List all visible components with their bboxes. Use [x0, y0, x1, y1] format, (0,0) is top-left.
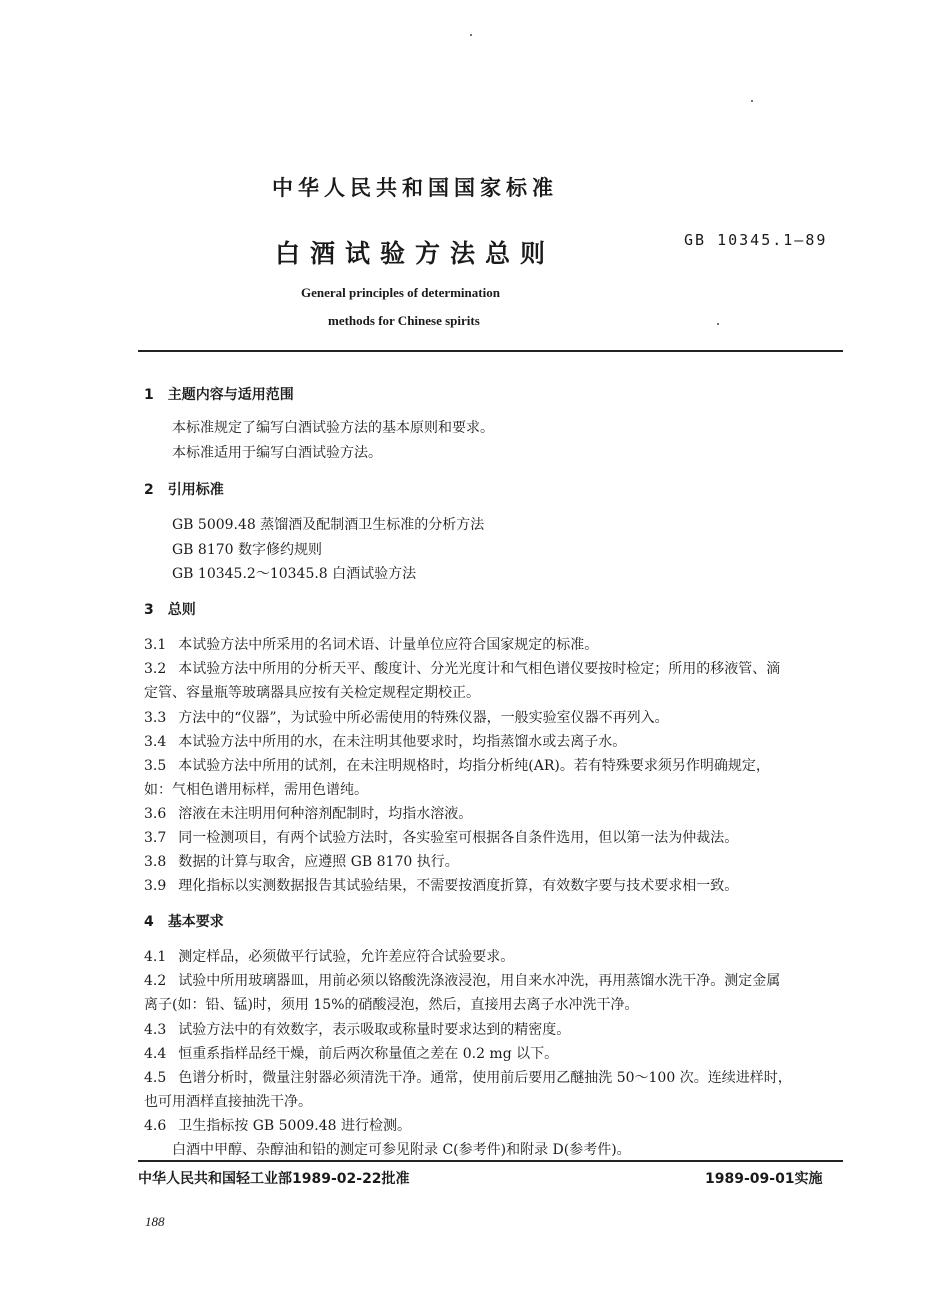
section-title: 基本要求	[167, 914, 224, 930]
scan-speck	[751, 100, 753, 102]
clause-text: 同一检测项目，有两个试验方法时，各实验室可根据各自条件选用，但以第一法为仲裁法。	[178, 830, 739, 846]
clause-number: 3.5	[144, 758, 167, 774]
clause-text: 方法中的“仪器”，为试验中所必需使用的特殊仪器，一般实验室仪器不再列入。	[178, 710, 669, 726]
paragraph: 本标准适用于编写白酒试验方法。	[172, 445, 382, 461]
clause-number: 3.1	[144, 637, 167, 653]
section-4-heading	[144, 911, 224, 931]
clause-number: 4.6	[144, 1118, 167, 1134]
clause-number: 3.2	[144, 661, 167, 677]
standard-code: GB 10345.1—89	[684, 231, 828, 249]
clause-4-4	[144, 1043, 558, 1063]
clause-number: 3.8	[144, 854, 167, 870]
footer-divider	[138, 1160, 843, 1162]
paragraph: 本标准规定了编写白酒试验方法的基本原则和要求。	[172, 420, 494, 436]
clause-number: 3.9	[144, 878, 167, 894]
clause-continuation: 离子(如：铅、锰)时，须用 15%的硝酸浸泡，然后，直接用去离子水冲洗干净。	[144, 997, 639, 1013]
clause-number: 3.6	[144, 806, 167, 822]
clause-4-2	[144, 970, 780, 990]
clause-text: 本试验方法中所用的水，在未注明其他要求时，均指蒸馏水或去离子水。	[178, 734, 627, 750]
section-title: 总则	[167, 602, 196, 618]
section-number: 2	[144, 482, 154, 498]
clause-3-6	[144, 803, 472, 823]
clause-number: 4.4	[144, 1046, 167, 1062]
clause-text: 试验方法中的有效数字，表示吸取或称量时要求达到的精密度。	[178, 1022, 571, 1038]
clause-3-7	[144, 827, 738, 847]
clause-number: 3.3	[144, 710, 167, 726]
scan-speck	[717, 323, 719, 325]
clause-text: 理化指标以实测数据报告其试验结果，不需要按酒度折算，有效数字要与技术要求相一致。	[178, 878, 739, 894]
clause-3-4	[144, 731, 626, 751]
clause-text: 测定样品，必须做平行试验，允许差应符合试验要求。	[178, 949, 515, 965]
clause-text: 本试验方法中所用的分析天平、酸度计、分光光度计和气相色谱仪要按时检定；所用的移液管、滴	[178, 661, 781, 677]
clause-4-5	[144, 1067, 792, 1087]
header-divider	[138, 350, 843, 352]
page-number: 188	[145, 1214, 165, 1229]
clause-text: 色谱分析时，微量注射器必须清洗干净。通常，使用前后要用乙醚抽洗 50～100 次。连续进样时，	[178, 1070, 792, 1086]
clause-4-1	[144, 946, 514, 966]
clause-text: 本试验方法中所用的试剂，在未注明规格时，均指分析纯(AR)。若有特殊要求须另作明确规定，	[178, 758, 770, 774]
clause-number: 4.5	[144, 1070, 167, 1086]
document-title: 白酒试验方法总则	[275, 239, 556, 268]
clause-3-1	[144, 634, 598, 654]
section-title: 主题内容与适用范围	[167, 387, 294, 403]
clause-continuation: 定管、容量瓶等玻璃器具应按有关检定规程定期校正。	[144, 685, 480, 701]
clause-text: 本试验方法中所采用的名词术语、计量单位应符合国家规定的标准。	[178, 637, 599, 653]
clause-text: 数据的计算与取舍，应遵照 GB 8170 执行。	[178, 854, 459, 870]
section-title: 引用标准	[167, 482, 224, 498]
reference-item: GB 5009.48 蒸馏酒及配制酒卫生标准的分析方法	[172, 517, 485, 533]
clause-continuation: 如：气相色谱用标样，需用色谱纯。	[144, 782, 368, 798]
approval-line: 中华人民共和国轻工业部1989-02-22批准	[138, 1171, 410, 1187]
effective-date: 1989-09-01实施	[705, 1171, 823, 1187]
clause-text: 恒重系指样品经干燥，前后两次称量值之差在 0.2 mg 以下。	[178, 1046, 559, 1062]
clause-3-2	[144, 658, 780, 678]
clause-number: 3.7	[144, 830, 167, 846]
section-number: 3	[144, 602, 154, 618]
clause-4-3	[144, 1019, 570, 1039]
clause-continuation: 也可用酒样直接抽洗干净。	[144, 1094, 312, 1110]
clause-number: 4.3	[144, 1022, 167, 1038]
clause-number: 4.1	[144, 949, 167, 965]
clause-text: 溶液在未注明用何种溶剂配制时，均指水溶液。	[178, 806, 473, 822]
clause-3-5	[144, 755, 770, 775]
clause-number: 4.2	[144, 973, 167, 989]
reference-item: GB 10345.2～10345.8 白酒试验方法	[172, 566, 417, 582]
reference-item: GB 8170 数字修约规则	[172, 542, 323, 558]
section-number: 1	[144, 387, 154, 403]
section-2-heading	[144, 479, 224, 499]
clause-text: 卫生指标按 GB 5009.48 进行检测。	[178, 1118, 411, 1134]
clause-text: 试验中所用玻璃器皿，用前必须以铬酸洗涤液浸泡，用自来水冲洗，再用蒸馏水洗干净。测定金属	[178, 973, 781, 989]
clause-3-8	[144, 851, 459, 871]
annex-note: 白酒中甲醇、杂醇油和铅的测定可参见附录 C(参考件)和附录 D(参考件)。	[172, 1142, 631, 1158]
clause-number: 3.4	[144, 734, 167, 750]
clause-3-9	[144, 875, 738, 895]
section-number: 4	[144, 914, 154, 930]
clause-4-6	[144, 1115, 411, 1135]
clause-3-3	[144, 707, 669, 727]
english-title-line-1: General principles of determination	[301, 285, 500, 300]
section-1-heading	[144, 384, 294, 404]
scan-speck	[470, 34, 472, 36]
section-3-heading	[144, 599, 196, 619]
english-title-line-2: methods for Chinese spirits	[328, 313, 480, 328]
country-standard-heading: 中华人民共和国国家标准	[272, 176, 558, 200]
